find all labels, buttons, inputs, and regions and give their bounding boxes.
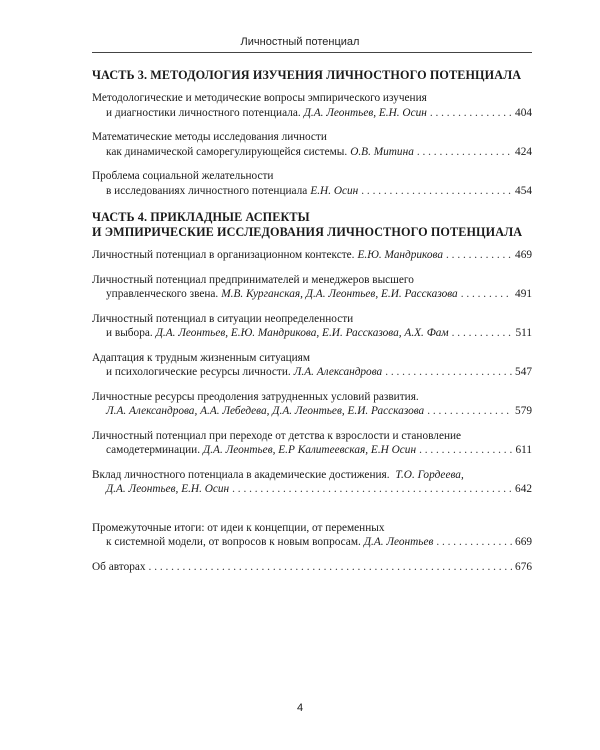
- toc-entry-642[interactable]: [92, 468, 532, 497]
- leader-dots: [361, 184, 512, 199]
- entry-title-line: Личностный потенциал в организационном контексте.: [92, 249, 355, 261]
- leader-dots: [461, 287, 512, 302]
- entry-title-line: и диагностики личностного потенциала.: [106, 106, 301, 119]
- toc-entry-491[interactable]: [92, 273, 532, 302]
- entry-author: Д.А. Леонтьев, Е.Н. Осин: [303, 106, 427, 119]
- entry-page: 511: [515, 327, 532, 339]
- entry-page: 547: [515, 366, 532, 378]
- leader-dots: [419, 443, 512, 458]
- leader-dots: [149, 560, 513, 575]
- entry-title-line: самодетерминации.: [106, 444, 201, 456]
- header-rule: [92, 52, 532, 53]
- entry-title-line: Математические методы исследования личности: [92, 131, 327, 143]
- entry-title-line: Личностный потенциал предпринимателей и менеджеров высшего: [92, 273, 414, 286]
- leader-dots: [232, 482, 512, 497]
- entry-author: Е.Н. Осин: [310, 184, 359, 197]
- entry-page: 454: [515, 184, 532, 197]
- toc-entry-469[interactable]: [92, 248, 532, 263]
- table-of-contents: [92, 62, 532, 584]
- part4-title: [92, 210, 532, 240]
- entry-author: Д.А. Леонтьев, Е.Р Калитеевская, Е.Н Осин: [203, 444, 417, 456]
- entry-author: Е.Ю. Мандрикова: [357, 249, 444, 261]
- toc-entry-579[interactable]: [92, 390, 532, 419]
- entry-title-line: Промежуточные итоги: от идеи к концепции, от переменных: [92, 521, 385, 534]
- entry-author: О.В. Митина: [350, 145, 414, 158]
- leader-dots: [436, 535, 512, 550]
- leader-dots: [446, 248, 512, 263]
- entry-page: 579: [515, 405, 532, 417]
- entry-page: 424: [515, 145, 532, 158]
- leader-dots: [427, 404, 512, 419]
- entry-title-line: Личностный потенциал в ситуации неопределенности: [92, 312, 354, 325]
- toc-entry-404[interactable]: [92, 91, 532, 120]
- entry-title-line: и выбора.: [106, 327, 153, 339]
- entry-author-first: Т.О. Гордеева,: [395, 468, 464, 481]
- entry-page: 642: [515, 483, 532, 495]
- toc-entry-424[interactable]: [92, 130, 532, 159]
- toc-entry-669[interactable]: [92, 521, 532, 550]
- entry-page: 676: [515, 560, 532, 573]
- entry-title-line: Адаптация к трудным жизненным ситуациям: [92, 351, 311, 364]
- entry-title-line: Личностные ресурсы преодоления затрудненных условий развития.: [92, 390, 419, 403]
- entry-title-line: как динамической саморегулирующейся системы.: [106, 145, 348, 158]
- entry-author: Л.А. Александрова: [293, 366, 383, 378]
- page-number: 4: [296, 702, 304, 714]
- entry-title-line: Вклад личностного потенциала в академические достижения.: [92, 468, 390, 481]
- entry-page: 469: [515, 249, 532, 261]
- part4-title-line2: И ЭМПИРИЧЕСКИЕ ИССЛЕДОВАНИЯ ЛИЧНОСТНОГО ПОТЕНЦИАЛА: [92, 225, 523, 239]
- running-head: Личностный потенциал: [240, 36, 360, 48]
- entry-title-line: управленческого звена.: [106, 288, 219, 300]
- entry-author: М.В. Курганская, Д.А. Леонтьев, Е.И. Рассказова: [221, 288, 458, 300]
- section-gap: [92, 507, 532, 521]
- toc-entry-611[interactable]: [92, 429, 532, 458]
- toc-entry-about-authors[interactable]: [92, 560, 532, 575]
- part3-title: [92, 68, 532, 83]
- entry-title-line: Методологические и методические вопросы эмпирического изучения: [92, 92, 427, 104]
- entry-page: 611: [515, 444, 532, 456]
- leader-dots: [417, 145, 512, 160]
- entry-title-line: и психологические ресурсы личности.: [106, 366, 291, 378]
- entry-title-line: Об авторах: [92, 560, 146, 573]
- part3-title-text: ЧАСТЬ 3. МЕТОДОЛОГИЯ ИЗУЧЕНИЯ ЛИЧНОСТНОГО ПОТЕНЦИАЛА: [92, 68, 522, 82]
- toc-entry-547[interactable]: [92, 351, 532, 380]
- toc-entry-511[interactable]: [92, 312, 532, 341]
- leader-dots: [452, 326, 513, 341]
- entry-page: 404: [515, 106, 532, 119]
- entry-author: Д.А. Леонтьев: [363, 536, 434, 548]
- leader-dots: [430, 106, 512, 121]
- toc-entry-454[interactable]: [92, 169, 532, 198]
- entry-author: Д.А. Леонтьев, Е.Ю. Мандрикова, Е.И. Рассказова, А.Х. Фам: [155, 327, 449, 339]
- entry-title-line: к системной модели, от вопросов к новым вопросам.: [106, 536, 361, 548]
- entry-page: 669: [515, 536, 532, 548]
- leader-dots: [385, 365, 512, 380]
- entry-page: 491: [515, 288, 532, 300]
- entry-author: Д.А. Леонтьев, Е.Н. Осин: [106, 483, 230, 495]
- entry-title-line: в исследованиях личностного потенциала: [106, 184, 308, 197]
- part4-title-line1: ЧАСТЬ 4. ПРИКЛАДНЫЕ АСПЕКТЫ: [92, 210, 310, 224]
- entry-author: Л.А. Александрова, А.А. Лебедева, Д.А. Леонтьев, Е.И. Рассказова: [106, 405, 425, 417]
- entry-title-line: Проблема социальной желательности: [92, 170, 274, 182]
- entry-title-line: Личностный потенциал при переходе от детства к взрослости и становление: [92, 429, 462, 442]
